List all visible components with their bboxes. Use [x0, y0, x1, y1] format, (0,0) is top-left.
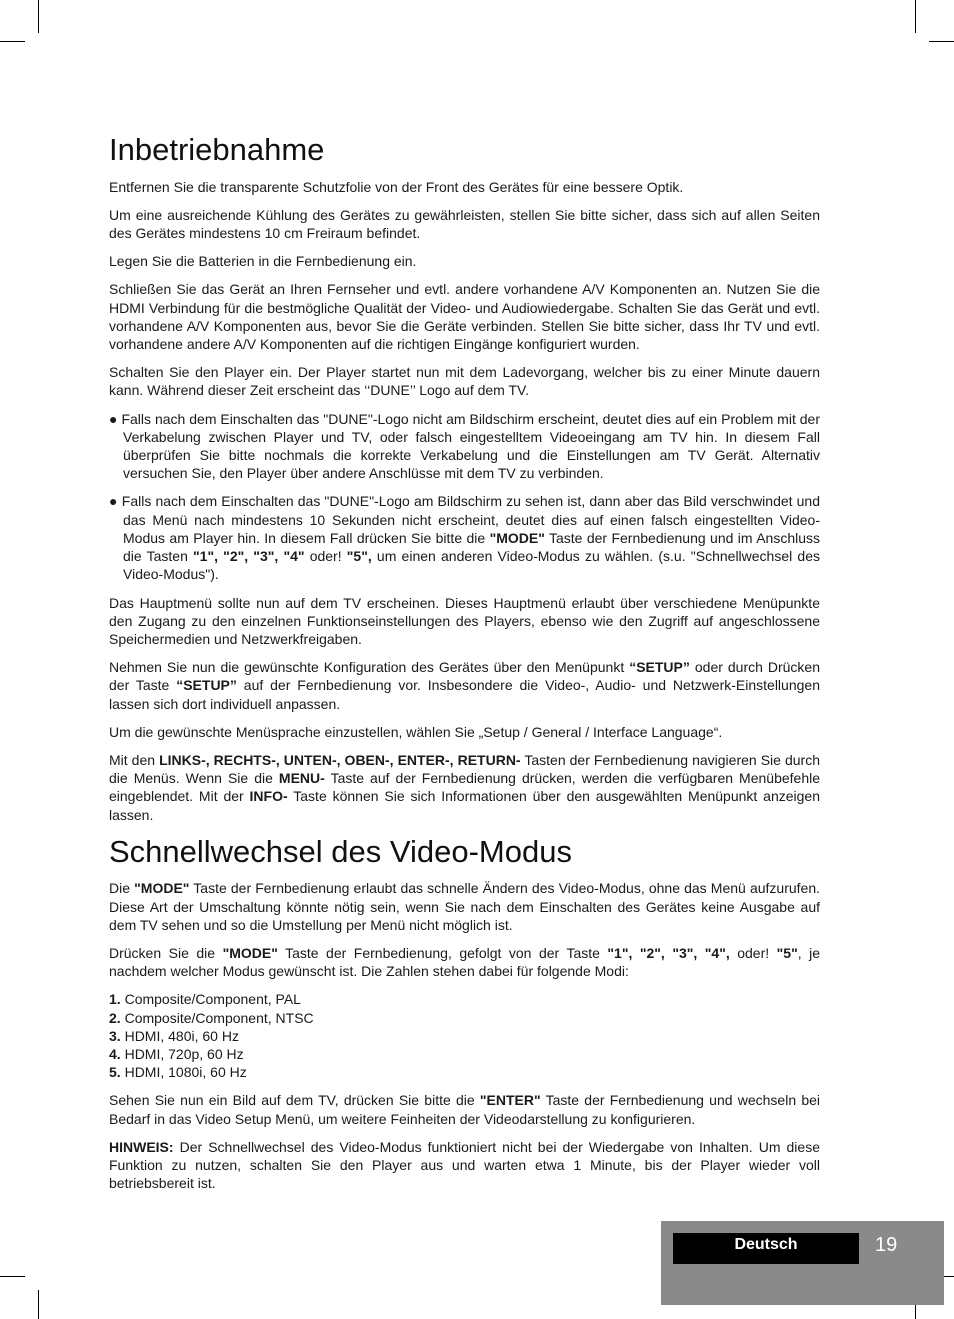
crop-mark: [0, 41, 25, 42]
note-label: HINWEIS:: [109, 1138, 174, 1155]
paragraph: Sehen Sie nun ein Bild auf dem TV, drücken Sie bitte die "ENTER" Taste der Fernbedienung und wechseln bei Bedarf in das Video Setup Menü, um weitere Feinheiten der Videodarstellung zu konfigurieren.: [109, 1092, 821, 1127]
list-item: 2. Composite/Component, NTSC: [109, 1009, 314, 1026]
paragraph: Entfernen Sie die transparente Schutzfolie von der Front des Gerätes für eine bessere Optik.: [109, 178, 684, 195]
bullet-item: ● Falls nach dem Einschalten das "DUNE"-Logo am Bildschirm zu sehen ist, dann aber das Bild verschwindet und das Menü nach mindestens 10 Sekunden nicht erscheint, deutet dies auf einen falsch eingestellten Video-Modus am Player hin. In diesem Fall drücken Sie bitte die "MODE" Taste der Fernbedienung und im Anschluss die Tasten "1", "2", "3", "4" oder! "5", um einen anderen Video-Modus zu wählen. (s.u. "Schnellwechsel des Video-Modus").: [109, 493, 820, 583]
page-content: [109, 132, 820, 1192]
paragraph: Schließen Sie das Gerät an Ihren Fernseher und evtl. andere vorhandene A/V Komponenten an. Nutzen Sie die HDMI Verbindung für die bestmögliche Qualität der Video- und Audiowiedergabe. Schalten Sie das Gerät und evtl. vorhandene A/V Komponenten aus, bevor Sie die Geräte verbinden. Stellen Sie bitte sicher, dass Ihr TV und evtl. vorhandene andere A/V Komponenten auf die richtigen Eingänge konfiguriert wurden.: [109, 281, 820, 353]
list-item: 5. HDMI, 1080i, 60 Hz: [109, 1064, 247, 1081]
bullet-icon: ●: [109, 410, 118, 427]
language-label: Deutsch: [673, 1233, 859, 1264]
paragraph: Legen Sie die Batterien in die Fernbedienung ein.: [109, 253, 417, 270]
section-title-schnellwechsel: Schnellwechsel des Video-Modus: [109, 833, 572, 869]
paragraph: Die "MODE" Taste der Fernbedienung erlaubt das schnelle Ändern des Video-Modus, ohne das Menü aufzurufen. Diese Art der Umschaltung könnte nötig sein, wenn Sie nach dem Einschalten des Gerätes keine Ausgabe auf dem TV sehen und so die Umstellung per Menü nicht möglich ist.: [109, 880, 820, 933]
crop-mark: [38, 1290, 39, 1319]
list-item: 3. HDMI, 480i, 60 Hz: [109, 1027, 239, 1044]
paragraph: Schalten Sie den Player ein. Der Player startet nun mit dem Ladevorgang, welcher bis zu einer Minute dauern kann. Während dieser Zeit erscheint das ‘‘DUNE’’ Logo auf dem TV.: [109, 364, 820, 399]
page-number: 19: [875, 1234, 898, 1256]
footer-box: [661, 1221, 944, 1305]
bullet-icon: ●: [109, 493, 118, 510]
crop-mark: [915, 0, 916, 33]
crop-mark: [38, 0, 39, 33]
list-item: 4. HDMI, 720p, 60 Hz: [109, 1046, 244, 1062]
paragraph: Das Hauptmenü sollte nun auf dem TV erscheinen. Dieses Hauptmenü erlaubt über verschiedene Menüpunkte den Zugang zu den einzelnen Funktionseinstellungen des Players, ebenso wie den Zugriff auf angeschlossene Speichermedien und Netzwerkfreigaben.: [109, 594, 820, 647]
paragraph: Mit den LINKS-, RECHTS-, UNTEN-, OBEN-, ENTER-, RETURN- Tasten der Fernbedienung navigieren Sie durch die Menüs. Wenn Sie die MENU- Taste auf der Fernbedienung drücken, werden die verfügbaren Menübefehle eingeblendet. Mit der INFO- Taste können Sie sich Informationen über den ausgewählten Menüpunkt anzeigen lassen.: [109, 751, 821, 823]
section-title-inbetriebnahme: Inbetriebnahme: [109, 132, 325, 167]
bullet-item: ● Falls nach dem Einschalten das "DUNE"-Logo nicht am Bildschirm erscheint, deutet dies auf ein Problem mit der Verkabelung zwischen Player und TV, oder falsch eingestelltem Videoeingang am TV hin. In diesem Fall überprüfen Sie bitte nochmals die korrekte Verkabelung und die Einstellungen am TV Gerät. Alternativ versuchen Sie, den Player über andere Anschlüsse mit dem TV zu verbinden.: [109, 410, 821, 482]
note-paragraph: HINWEIS: Der Schnellwechsel des Video-Modus funktioniert nicht bei der Wiedergabe von Inhalten. Um diese Funktion zu nutzen, schalten Sie den Player aus und warten etwa 1 Minute, bis der Player wieder voll betriebsbereit ist.: [109, 1138, 820, 1192]
paragraph: Drücken Sie die "MODE" Taste der Fernbedienung, gefolgt von der Taste "1", "2", "3", "4", oder! "5", je nachdem welcher Modus gewünscht ist. Die Zahlen stehen dabei für folgende Modi:: [109, 944, 821, 980]
paragraph: Um die gewünschte Menüsprache einzustellen, wählen Sie „Setup / General / Interface Language“.: [109, 723, 723, 740]
paragraph: Um eine ausreichende Kühlung des Gerätes zu gewährleisten, stellen Sie bitte sicher, dass sich auf allen Seiten des Gerätes mindestens 10 cm Freiraum befindet.: [109, 206, 820, 242]
mode-list: [109, 990, 820, 1081]
paragraph: Nehmen Sie nun die gewünschte Konfiguration des Gerätes über den Menüpunkt “SETUP” oder durch Drücken der Taste “SETUP” auf der Fernbedienung vor. Insbesondere die Video-, Audio- und Netzwerk-Einstellungen lassen sich dort individuell anpassen.: [109, 659, 820, 712]
crop-mark: [0, 1276, 25, 1277]
list-item: 1. Composite/Component, PAL: [109, 991, 301, 1008]
bullet-list: [109, 410, 820, 584]
crop-mark: [929, 41, 954, 42]
